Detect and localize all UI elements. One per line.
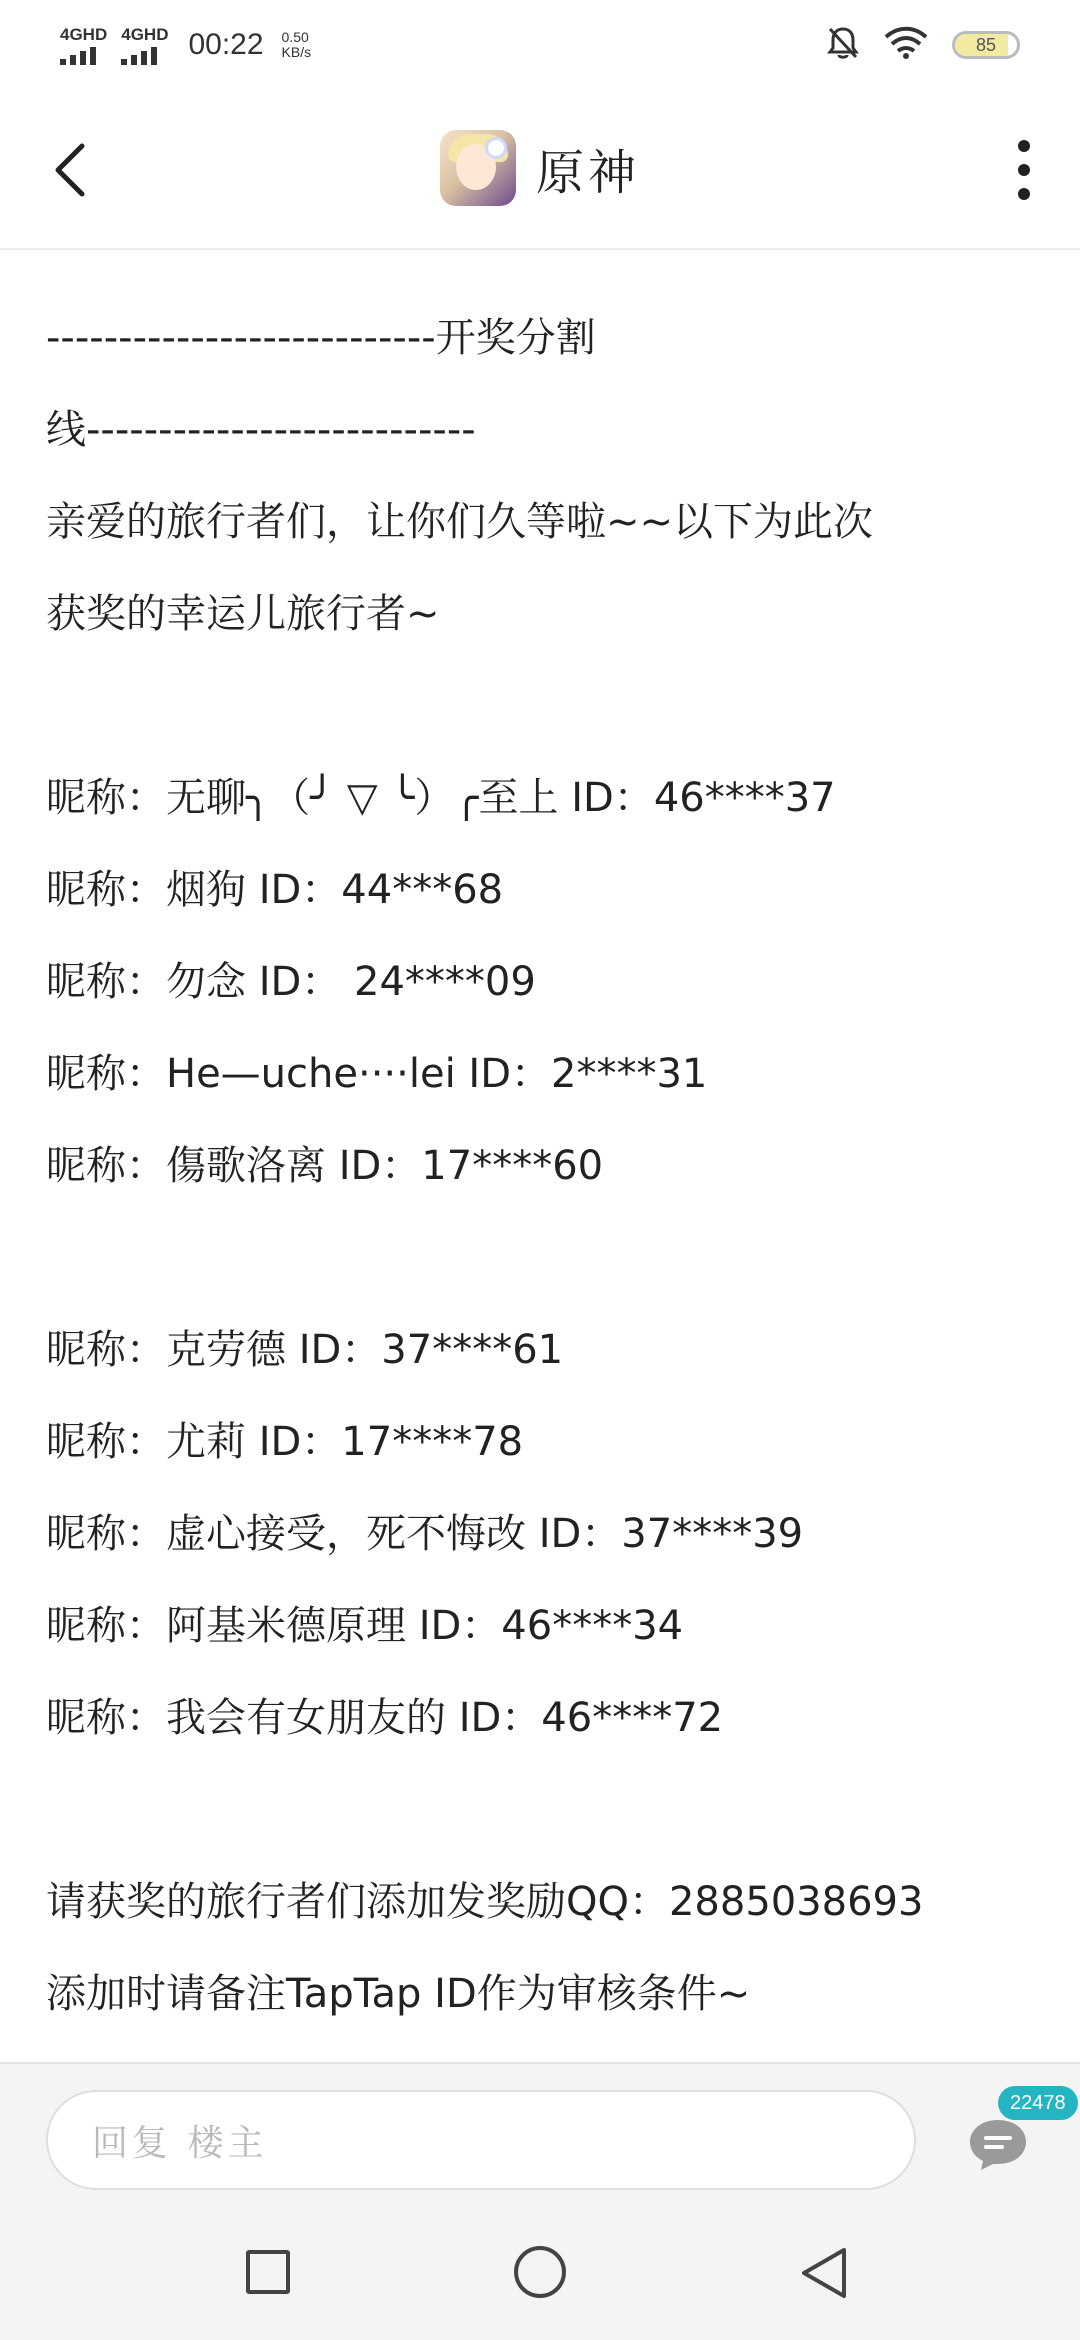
- battery-icon: [952, 31, 1020, 59]
- recent-apps-button[interactable]: [246, 2250, 290, 2294]
- post-line: 请获奖的旅行者们添加发奖励QQ：2885038693: [46, 1879, 924, 1925]
- winner-line: 昵称：勿念 ID： 24****09: [46, 959, 536, 1005]
- triangle-back-icon: [798, 2246, 850, 2300]
- winner-line: 昵称：虚心接受，死不悔改 ID：37****39: [46, 1511, 804, 1557]
- post-line: 添加时请备注TapTap ID作为审核条件~: [46, 1971, 751, 2017]
- signal-2: [121, 26, 168, 65]
- winner-line: 昵称：阿基米德原理 ID：46****34: [46, 1603, 684, 1649]
- winner-line: 昵称：傷歌洛离 ID：17****60: [46, 1143, 604, 1189]
- home-button[interactable]: [514, 2246, 566, 2298]
- system-nav-bar: [0, 2202, 1080, 2340]
- winner-line: 昵称：烟狗 ID：44***68: [46, 867, 504, 913]
- signal-1: [60, 26, 107, 65]
- network-type-1: 4GHD: [60, 24, 108, 44]
- status-bar: [0, 0, 1080, 90]
- post-line: 获奖的幸运儿旅行者~: [46, 591, 440, 637]
- battery-level: 85: [975, 34, 997, 55]
- winner-line: 昵称：无聊╮（╯ ▽ ╰）╭至上 ID：46****37: [46, 775, 836, 821]
- wifi-icon: [884, 26, 928, 65]
- network-speed: [282, 30, 312, 60]
- blank-line: [46, 1212, 1046, 1304]
- winner-line: 昵称：我会有女朋友的 ID：46****72: [46, 1695, 724, 1741]
- network-type-2: 4GHD: [121, 24, 169, 44]
- header: [0, 90, 1080, 250]
- genshin-app-icon: [440, 130, 516, 206]
- winner-line: 昵称：克劳德 ID：37****61: [46, 1327, 564, 1373]
- forum-title[interactable]: [0, 130, 1080, 206]
- system-back-button[interactable]: [798, 2246, 850, 2300]
- reply-bar: [0, 2062, 1080, 2202]
- winner-line: 昵称：尤莉 ID：17****78: [46, 1419, 524, 1465]
- more-options-button[interactable]: [1004, 140, 1044, 200]
- post-content: [46, 292, 1046, 2040]
- comment-bubble-icon: [966, 2114, 1030, 2174]
- post-line: 线---------------------------: [46, 407, 476, 453]
- reply-input[interactable]: 回复 楼主: [46, 2090, 916, 2190]
- clock: 00:22: [188, 28, 264, 61]
- blank-line: [46, 660, 1046, 752]
- signal-bars-icon: [60, 45, 96, 65]
- comments-button[interactable]: [966, 2114, 1030, 2174]
- winner-line: 昵称：He—uche····lei ID：2****31: [46, 1051, 708, 1097]
- mute-bell-icon: [826, 25, 860, 66]
- blank-line: [46, 1764, 1046, 1856]
- speed-value: 0.50: [281, 29, 309, 45]
- post-line: 亲爱的旅行者们，让你们久等啦~~以下为此次: [46, 499, 874, 545]
- speed-unit: KB/s: [281, 44, 312, 60]
- page-title: 原神: [535, 144, 640, 201]
- signal-bars-icon: [121, 45, 157, 65]
- comment-count-badge: 22478: [998, 2086, 1078, 2120]
- post-line: ---------------------------开奖分割: [46, 315, 596, 361]
